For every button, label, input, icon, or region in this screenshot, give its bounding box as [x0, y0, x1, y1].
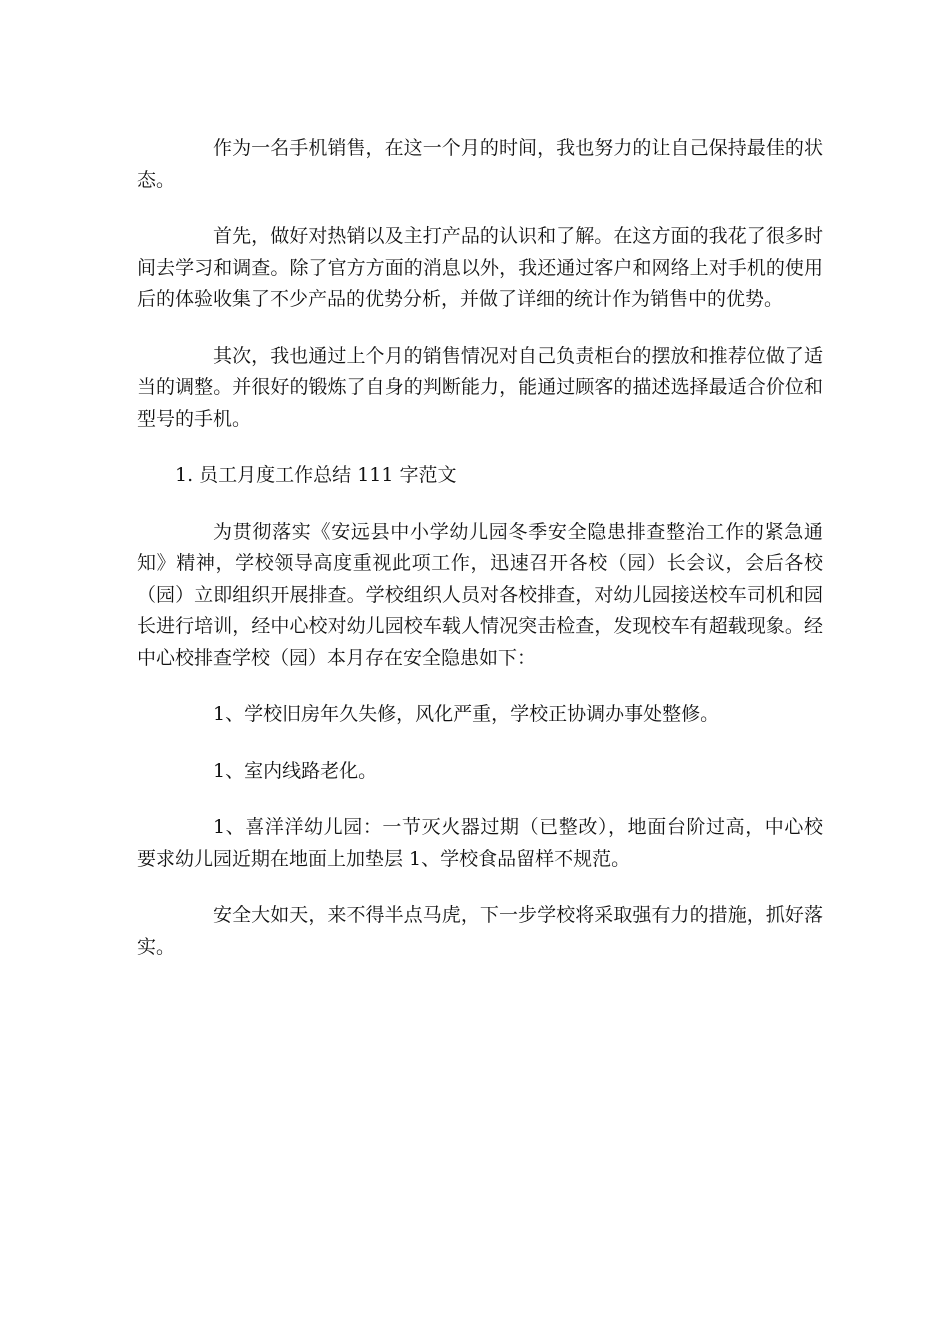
list-item-old-buildings: 1、学校旧房年久失修，风化严重，学校正协调办事处整修。: [213, 703, 720, 725]
document-body: [137, 133, 823, 988]
paragraph-intro: 作为一名手机销售，在这一个月的时间，我也努力的让自己保持最佳的状态。: [137, 137, 823, 191]
section-heading: 1. 员工月度工作总结 111 字范文: [175, 464, 457, 486]
paragraph-conclusion: 安全大如天，来不得半点马虎，下一步学校将采取强有力的措施，抓好落实。: [137, 904, 823, 958]
list-item-kindergarten: 1、喜洋洋幼儿园：一节灭火器过期（已整改），地面台阶过高，中心校要求幼儿园近期在地面上加垫层 1、学校食品留样不规范。: [137, 816, 823, 870]
paragraph-first: 首先，做好对热销以及主打产品的认识和了解。在这方面的我花了很多时间去学习和调查。除了官方方面的消息以外，我还通过客户和网络上对手机的使用后的体验收集了不少产品的优势分析，并做了详细的统计作为销售中的优势。: [137, 225, 823, 310]
paragraph-notice: 为贯彻落实《安远县中小学幼儿园冬季安全隐患排查整治工作的紧急通知》精神，学校领导高度重视此项工作，迅速召开各校（园）长会议，会后各校（园）立即组织开展排查。学校组织人员对各校排查，对幼儿园接送校车司机和园长进行培训，经中心校对幼儿园校车载人情况突击检查，发现校车有超载现象。经中心校排查学校（园）本月存在安全隐患如下：: [137, 520, 823, 669]
paragraph-second: 其次，我也通过上个月的销售情况对自己负责柜台的摆放和推荐位做了适当的调整。并很好的锻炼了自身的判断能力，能通过顾客的描述选择最适合价位和型号的手机。: [137, 344, 823, 430]
list-item-wiring: 1、室内线路老化。: [213, 759, 378, 782]
